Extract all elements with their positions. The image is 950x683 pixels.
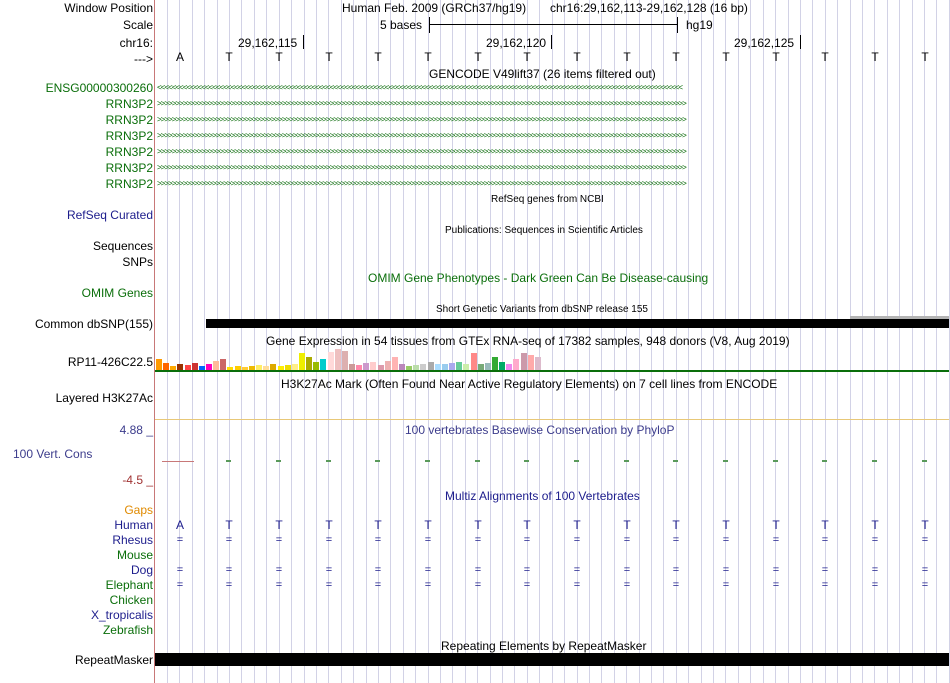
- dbsnp-track-title: Short Genetic Variants from dbSNP release 155: [436, 304, 648, 315]
- alignment-match: =: [921, 579, 929, 591]
- phylop-score-mark: [276, 460, 281, 462]
- phylop-score-mark: [624, 460, 629, 462]
- base-letter: T: [523, 50, 531, 64]
- label-divider[interactable]: [154, 0, 155, 683]
- base-letter: T: [325, 50, 333, 64]
- gtex-tissue-bar[interactable]: [299, 353, 305, 370]
- gtex-tissue-bar[interactable]: [528, 355, 534, 370]
- human-base-letter: T: [374, 518, 382, 532]
- gtex-tissue-bar[interactable]: [392, 357, 398, 370]
- scale-bar: [429, 24, 677, 25]
- gtex-tissue-bar[interactable]: [306, 357, 312, 370]
- publications-track-title: Publications: Sequences in Scientific Articles: [445, 225, 643, 236]
- gtex-tissue-bar[interactable]: [370, 362, 376, 370]
- alignment-match: =: [523, 534, 531, 546]
- alignment-match: =: [722, 579, 730, 591]
- repeatmasker-track-title: Repeating Elements by RepeatMasker: [441, 639, 647, 653]
- alignment-match: =: [474, 579, 482, 591]
- alignment-match: =: [374, 534, 382, 546]
- gtex-tissue-bar[interactable]: [335, 349, 341, 370]
- alignment-match: =: [474, 534, 482, 546]
- gtex-tissue-bar[interactable]: [156, 359, 162, 370]
- coord-tick: [551, 35, 552, 49]
- species-label-x-tropicalis[interactable]: X_tropicalis: [90, 608, 153, 622]
- multiz-track-title: Multiz Alignments of 100 Vertebrates: [445, 489, 640, 503]
- species-label-dog[interactable]: Dog: [130, 563, 153, 577]
- human-base-letter: T: [523, 518, 531, 532]
- scale-bar-left-end: [429, 17, 430, 33]
- base-letter: T: [821, 50, 829, 64]
- gtex-tissue-bar[interactable]: [471, 353, 477, 370]
- phylop-score-mark: [872, 460, 877, 462]
- human-base-letter: T: [474, 518, 482, 532]
- window-position-label: Window Position: [64, 1, 153, 15]
- gtex-tissue-bar[interactable]: [499, 362, 505, 370]
- alignment-match: =: [275, 579, 283, 591]
- base-letter: T: [225, 50, 233, 64]
- alignment-match: =: [573, 579, 581, 591]
- gtex-tissue-bar[interactable]: [320, 359, 326, 370]
- h3k27ac-track-label[interactable]: Layered H3K27Ac: [55, 391, 153, 405]
- gtex-gene-line[interactable]: [155, 370, 949, 372]
- base-letter: T: [573, 50, 581, 64]
- gene-feature-forward[interactable]: >>>>>>>>>>>>>>>>>>>>>>>>>>>>>>>>>>>>>>>>>>>>>>>>>>>>>>>>>>>>>>>>>>>>>>>>>>>>>>>>>>>>>>>>>>>>>>>>>>>>>>>>>>>>>>>>>>>>>>>>>>>>>>>>>>>>>>>>>>>>>>>>: [157, 164, 686, 172]
- alignment-match: =: [623, 534, 631, 546]
- alignment-match: =: [921, 564, 929, 576]
- gtex-tissue-bar[interactable]: [428, 362, 434, 370]
- species-label-chicken[interactable]: Chicken: [109, 593, 153, 607]
- alignment-match: =: [722, 534, 730, 546]
- gene-label-rrn3p2[interactable]: RRN3P2: [105, 129, 153, 143]
- repeatmasker-feature[interactable]: [155, 653, 949, 666]
- alignment-match: =: [672, 564, 680, 576]
- snps-track-label[interactable]: SNPs: [122, 255, 153, 269]
- alignment-match: =: [623, 579, 631, 591]
- base-letter: A: [175, 50, 184, 64]
- human-base-letter: T: [424, 518, 432, 532]
- base-letter: T: [722, 50, 730, 64]
- alignment-match: =: [176, 564, 184, 576]
- phylop-score-mark: [326, 460, 331, 462]
- phylop-score-mark: [475, 460, 480, 462]
- gtex-tissue-bar[interactable]: [385, 361, 391, 370]
- phylop-score-mark: [922, 460, 927, 462]
- alignment-match: =: [722, 564, 730, 576]
- base-letter: T: [623, 50, 631, 64]
- gene-feature-forward[interactable]: >>>>>>>>>>>>>>>>>>>>>>>>>>>>>>>>>>>>>>>>>>>>>>>>>>>>>>>>>>>>>>>>>>>>>>>>>>>>>>>>>>>>>>>>>>>>>>>>>>>>>>>>>>>>>>>>>>>>>>>>>>>>>>>>>>>>>>>>>>>>>>>>: [157, 148, 686, 156]
- gtex-tissue-bar[interactable]: [363, 363, 369, 370]
- alignment-match: =: [772, 534, 780, 546]
- alignment-match: =: [225, 579, 233, 591]
- alignment-match: =: [176, 579, 184, 591]
- refseq-track-label[interactable]: RefSeq Curated: [66, 208, 153, 222]
- human-base-letter: T: [225, 518, 233, 532]
- base-letter: T: [275, 50, 283, 64]
- alignment-match: =: [821, 564, 829, 576]
- alignment-match: =: [672, 579, 680, 591]
- base-letter: T: [921, 50, 929, 64]
- gtex-tissue-bar[interactable]: [163, 363, 169, 370]
- base-letter: T: [424, 50, 432, 64]
- alignment-match: =: [772, 579, 780, 591]
- assembly-text: Human Feb. 2009 (GRCh37/hg19): [342, 1, 527, 15]
- alignment-match: =: [772, 564, 780, 576]
- human-base-letter: T: [722, 518, 730, 532]
- phylop-score-mark: [723, 460, 728, 462]
- alignment-match: =: [275, 534, 283, 546]
- gencode-track-title: GENCODE V49lift37 (26 items filtered out): [429, 67, 656, 81]
- phylop-min-label: -4.5 _: [122, 473, 153, 487]
- species-label-zebrafish[interactable]: Zebrafish: [102, 623, 153, 637]
- alignment-match: =: [474, 564, 482, 576]
- alignment-match: =: [573, 564, 581, 576]
- alignment-match: =: [424, 534, 432, 546]
- human-base-letter: T: [672, 518, 680, 532]
- gene-label-rrn3p2[interactable]: RRN3P2: [105, 145, 153, 159]
- human-base-letter: T: [921, 518, 929, 532]
- omim-track-title: OMIM Gene Phenotypes - Dark Green Can Be Disease-causing: [368, 271, 709, 285]
- phylop-score-mark: [822, 460, 827, 462]
- gtex-tissue-bar[interactable]: [192, 363, 198, 370]
- gtex-track-title: Gene Expression in 54 tissues from GTEx RNA-seq of 17382 samples, 948 donors (V8, Aug 2019): [266, 334, 790, 348]
- coord-tick-label: 29,162,115: [238, 36, 298, 50]
- species-label-mouse[interactable]: Mouse: [116, 548, 153, 562]
- position-text[interactable]: chr16:29,162,113-29,162,128 (16 bp): [550, 1, 748, 15]
- gtex-tissue-bar[interactable]: [449, 363, 455, 370]
- human-base-letter: T: [275, 518, 283, 532]
- chrom-label: chr16:: [119, 36, 153, 50]
- human-base-letter: T: [821, 518, 829, 532]
- gene-feature-reverse[interactable]: <<<<<<<<<<<<<<<<<<<<<<<<<<<<<<<<<<<<<<<<<<<<<<<<<<<<<<<<<<<<<<<<<<<<<<<<<<<<<<<<<<<<<<<<<<<<<<<<<<<<<<<<<<<<<<<<<<<<<<<<<<<<<<<<<<<<<<<<<<<<<<<: [157, 84, 683, 92]
- scale-db: hg19: [686, 18, 713, 32]
- gtex-tissue-bar[interactable]: [213, 361, 219, 370]
- species-label-rhesus[interactable]: Rhesus: [112, 533, 153, 547]
- gtex-tissue-bar[interactable]: [485, 363, 491, 370]
- phylop-score-mark: [773, 460, 778, 462]
- phylop-score-mark: [425, 460, 430, 462]
- alignment-match: =: [573, 534, 581, 546]
- alignment-match: =: [325, 579, 333, 591]
- gene-feature-forward[interactable]: >>>>>>>>>>>>>>>>>>>>>>>>>>>>>>>>>>>>>>>>>>>>>>>>>>>>>>>>>>>>>>>>>>>>>>>>>>>>>>>>>>>>>>>>>>>>>>>>>>>>>>>>>>>>>>>>>>>>>>>>>>>>>>>>>>>>>>>>>>>>>>>>: [157, 100, 686, 108]
- human-base-letter: T: [871, 518, 879, 532]
- gtex-tissue-bar[interactable]: [513, 359, 519, 370]
- coord-tick-label: 29,162,125: [734, 36, 795, 50]
- species-label-human[interactable]: Human: [114, 518, 153, 532]
- gene-feature-forward[interactable]: >>>>>>>>>>>>>>>>>>>>>>>>>>>>>>>>>>>>>>>>>>>>>>>>>>>>>>>>>>>>>>>>>>>>>>>>>>>>>>>>>>>>>>>>>>>>>>>>>>>>>>>>>>>>>>>>>>>>>>>>>>>>>>>>>>>>>>>>>>>>>>>>: [157, 132, 686, 140]
- phylop-score-mark: [375, 460, 380, 462]
- human-base-letter: T: [325, 518, 333, 532]
- human-base-letter: T: [623, 518, 631, 532]
- human-base-letter: A: [175, 518, 184, 532]
- gene-feature-forward[interactable]: >>>>>>>>>>>>>>>>>>>>>>>>>>>>>>>>>>>>>>>>>>>>>>>>>>>>>>>>>>>>>>>>>>>>>>>>>>>>>>>>>>>>>>>>>>>>>>>>>>>>>>>>>>>>>>>>>>>>>>>>>>>>>>>>>>>>>>>>>>>>>>>>: [157, 180, 686, 188]
- gene-label-rrn3p2[interactable]: RRN3P2: [105, 177, 153, 191]
- coord-tick-label: 29,162,120: [486, 36, 547, 50]
- gene-feature-forward[interactable]: >>>>>>>>>>>>>>>>>>>>>>>>>>>>>>>>>>>>>>>>>>>>>>>>>>>>>>>>>>>>>>>>>>>>>>>>>>>>>>>>>>>>>>>>>>>>>>>>>>>>>>>>>>>>>>>>>>>>>>>>>>>>>>>>>>>>>>>>>>>>>>>>: [157, 116, 686, 124]
- dbsnp-feature[interactable]: [206, 319, 850, 328]
- alignment-match: =: [871, 579, 879, 591]
- alignment-match: =: [821, 579, 829, 591]
- gene-label-rrn3p2[interactable]: RRN3P2: [105, 161, 153, 175]
- h3k27ac-baseline: [155, 419, 949, 420]
- coord-tick: [303, 35, 304, 49]
- alignment-match: =: [374, 564, 382, 576]
- alignment-match: =: [871, 564, 879, 576]
- phylop-max-label: 4.88 _: [119, 423, 153, 437]
- gtex-tissue-bar[interactable]: [535, 357, 541, 370]
- base-letter: T: [374, 50, 382, 64]
- gtex-tissue-bar[interactable]: [342, 351, 348, 370]
- h3k27ac-track-title: H3K27Ac Mark (Often Found Near Active Regulatory Elements) on 7 cell lines from ENCODE: [281, 377, 778, 391]
- gtex-tissue-bar[interactable]: [313, 362, 319, 370]
- alignment-match: =: [623, 564, 631, 576]
- alignment-match: =: [672, 534, 680, 546]
- gaps-label[interactable]: Gaps: [124, 503, 153, 517]
- human-base-letter: T: [573, 518, 581, 532]
- alignment-match: =: [325, 534, 333, 546]
- species-label-elephant[interactable]: Elephant: [105, 578, 153, 592]
- repeatmasker-track-label[interactable]: RepeatMasker: [74, 653, 153, 667]
- alignment-match: =: [523, 564, 531, 576]
- gtex-tissue-bar[interactable]: [456, 362, 462, 370]
- gtex-tissue-bar[interactable]: [220, 359, 226, 370]
- alignment-match: =: [225, 564, 233, 576]
- gtex-tissue-bar[interactable]: [328, 352, 334, 370]
- human-base-letter: T: [772, 518, 780, 532]
- gtex-tissue-bar[interactable]: [521, 353, 527, 370]
- alignment-match: =: [871, 534, 879, 546]
- scale-bar-right-end: [677, 17, 678, 33]
- alignment-match: =: [921, 534, 929, 546]
- gene-label-rrn3p2[interactable]: RRN3P2: [105, 97, 153, 111]
- alignment-match: =: [225, 534, 233, 546]
- phylop-score-mark: [524, 460, 529, 462]
- scale-bar-text: 5 bases: [380, 18, 423, 32]
- base-letter: T: [871, 50, 879, 64]
- alignment-match: =: [424, 579, 432, 591]
- sequences-track-label[interactable]: Sequences: [92, 239, 153, 253]
- strand-label: --->: [134, 52, 153, 66]
- phylop-track-label[interactable]: 100 Vert. Cons: [13, 447, 93, 461]
- phylop-track-title: 100 vertebrates Basewise Conservation by PhyloP: [405, 423, 675, 437]
- dbsnp-feature-shade: [850, 316, 949, 319]
- base-letter: T: [474, 50, 482, 64]
- refseq-track-title: RefSeq genes from NCBI: [491, 194, 604, 205]
- gtex-tissue-bar[interactable]: [492, 357, 498, 370]
- alignment-match: =: [374, 579, 382, 591]
- coord-tick: [800, 35, 801, 49]
- alignment-match: =: [176, 534, 184, 546]
- alignment-match: =: [424, 564, 432, 576]
- gtex-track-label[interactable]: RP11-426C22.5: [67, 355, 153, 369]
- base-letter: T: [772, 50, 780, 64]
- phylop-negative-score: [162, 461, 194, 462]
- alignment-match: =: [325, 564, 333, 576]
- gene-label-rrn3p2[interactable]: RRN3P2: [105, 113, 153, 127]
- gene-label-ensg[interactable]: ENSG00000300260: [45, 81, 153, 95]
- dbsnp-track-label[interactable]: Common dbSNP(155): [34, 317, 153, 331]
- dbsnp-feature[interactable]: [850, 319, 949, 328]
- base-letter: T: [672, 50, 680, 64]
- phylop-score-mark: [673, 460, 678, 462]
- alignment-match: =: [275, 564, 283, 576]
- phylop-score-mark: [574, 460, 579, 462]
- alignment-match: =: [821, 534, 829, 546]
- alignment-match: =: [523, 579, 531, 591]
- phylop-score-mark: [226, 460, 231, 462]
- scale-label: Scale: [122, 18, 153, 32]
- omim-track-label[interactable]: OMIM Genes: [81, 286, 153, 300]
